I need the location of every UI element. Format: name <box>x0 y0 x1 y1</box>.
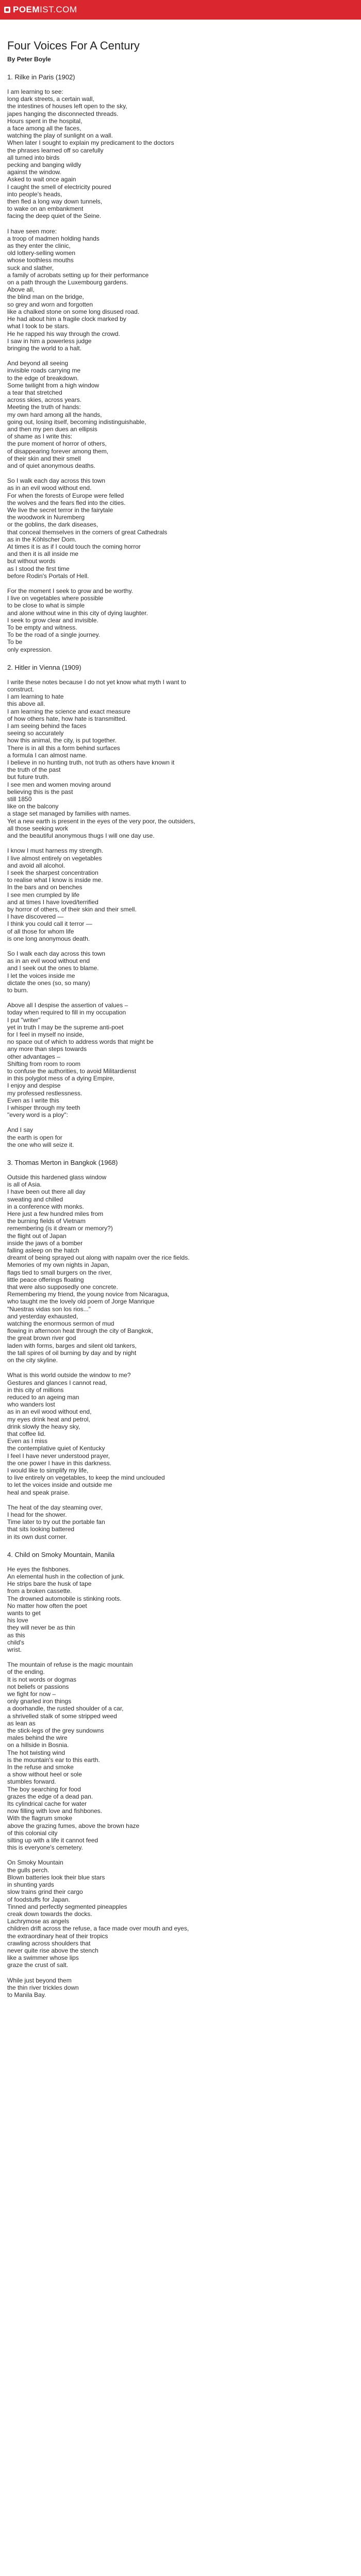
poem-line: drink slowly the heavy sky, <box>7 1422 80 1430</box>
poem-line: child's <box>7 1638 24 1646</box>
poem-line: I caught the smell of electricity poured <box>7 183 111 191</box>
poem-line: the one power I have in this darkness. <box>7 1459 112 1467</box>
poem-line: to burn. <box>7 986 28 994</box>
poem-line: I am learning to see: <box>7 88 63 95</box>
poem-line: I am learning to hate <box>7 693 64 701</box>
poem-line: a doorhandle, the rusted shoulder of a car, <box>7 1705 124 1713</box>
stanza <box>7 360 354 469</box>
stanza <box>7 950 354 994</box>
poem-line: above the grazing fumes, above the brown haze <box>7 1822 140 1829</box>
poem-line: Blown batteries look their blue stars <box>7 1873 105 1881</box>
poem-line: There is in all this a form behind surfaces <box>7 744 120 752</box>
poem-line: of foodstuffs for Japan. <box>7 1895 70 1903</box>
section-heading: 2. Hitler in Vienna (1909) <box>7 663 81 671</box>
poem-line: reduced to an ageing man <box>7 1393 79 1401</box>
poem-line: Outside this hardened glass window <box>7 1174 107 1181</box>
poem-line: Gestures and glances I cannot read, <box>7 1379 107 1386</box>
stanza <box>7 1977 354 1999</box>
poem-line: but future truth. <box>7 773 50 781</box>
poem-line: going out, losing itself, becoming indistinguishable, <box>7 418 146 426</box>
stanza <box>7 1661 354 1851</box>
poem-line: that conceal themselves in the corners of great Cathedrals <box>7 528 168 536</box>
poem-line: So I walk each day across this town <box>7 477 106 485</box>
poem-line: Yet a new earth is present in the eyes of the very poor, the outsiders, <box>7 817 195 825</box>
poem-line: to confuse the authorities, to avoid Militardienst <box>7 1067 137 1075</box>
poem-line: now filling with love and fishbones. <box>7 1807 103 1815</box>
logo-suffix: IST.COM <box>40 5 77 14</box>
stanza <box>7 1566 354 1653</box>
poem-line: the phrases learned off so carefully <box>7 146 104 154</box>
poem-line: the one who will seize it. <box>7 1141 74 1148</box>
poem-line: of their skin and their smell <box>7 454 81 462</box>
poem-line: the gulls perch. <box>7 1866 50 1874</box>
poem-line: that were also supposedly one concrete. <box>7 1283 118 1291</box>
poem-line: the contemplative quiet of Kentucky <box>7 1445 105 1452</box>
poem-line: And I say <box>7 1126 34 1134</box>
poem-line: An elemental hush in the collection of junk. <box>7 1572 125 1580</box>
site-header <box>0 0 361 20</box>
poem-line: a tear that stretched <box>7 388 62 396</box>
poem-line: The drowned automobile is stinking roots. <box>7 1595 122 1602</box>
poem-line: and then it is all inside me <box>7 550 79 558</box>
poem-line: how this animal, the city, is put together. <box>7 737 117 744</box>
poem-line: of how others hate, how hate is transmitted. <box>7 715 127 722</box>
poem-line: Even as I write this <box>7 1096 59 1104</box>
section-heading: 1. Rilke in Paris (1902) <box>7 73 75 81</box>
poem-line: suck and slather, <box>7 264 54 272</box>
poem-line: of all those for whom life <box>7 927 74 935</box>
poem-line: today when required to fill in my occupation <box>7 1009 126 1016</box>
section-heading: 4. Child on Smoky Mountain, Manila <box>7 1550 115 1558</box>
poem-line: the wolves and the fears fled into the cities. <box>7 499 126 506</box>
poem-line: The boy searching for food <box>7 1785 81 1793</box>
poem-line: a shrivelled stalk of some stripped weed <box>7 1712 117 1720</box>
poem-line: on the city skyline. <box>7 1357 58 1364</box>
poem-line: I see men crumpled by life <box>7 891 80 899</box>
poem-line: Here just a few hundred miles from <box>7 1210 104 1218</box>
poem-line: Asked to wait once again <box>7 176 76 183</box>
poem-line: I am seeing behind the faces <box>7 722 87 730</box>
poem-line: a family of acrobats setting up for their performance <box>7 271 149 279</box>
poem-line: that sits looking battered <box>7 1526 75 1533</box>
poem-line: into people's heads, <box>7 190 62 198</box>
site-logo[interactable] <box>4 5 77 15</box>
poem-line: wants to get <box>7 1609 41 1617</box>
poem-line: in shunting yards <box>7 1881 54 1889</box>
poem-line: I put "writer" <box>7 1016 41 1024</box>
poem-content <box>0 20 361 1998</box>
poem-line: japes hanging the disconnected threads. <box>7 110 119 117</box>
poem-body <box>7 73 354 1998</box>
poem-line: the tall spires of oil burning by day and by night <box>7 1349 137 1357</box>
poem-line: I know I must harness my strength. <box>7 847 104 855</box>
poem-line: and then my pen dues an ellipsis <box>7 425 97 433</box>
poem-line: Lachrymose as angels <box>7 1918 70 1925</box>
poem-line: falling asleep on the hatch <box>7 1247 79 1255</box>
poem-line: in a conference with monks. <box>7 1202 84 1210</box>
poem-line: as in the Köhlscher Dom. <box>7 535 77 543</box>
poem-line: I let the voices inside me <box>7 972 75 979</box>
poem-line: watching the enormous sermon of mud <box>7 1320 114 1328</box>
poem-line: from a broken cassette. <box>7 1587 72 1595</box>
poem-line: any more than steps towards <box>7 1045 87 1053</box>
poem-line: sweating and chilled <box>7 1195 63 1203</box>
poem-line: but without words <box>7 557 56 565</box>
poem-line: The hot twisting wind <box>7 1749 65 1756</box>
stanza <box>7 1002 354 1118</box>
poem-line: I would like to simplify my life, <box>7 1466 89 1474</box>
poem-line: as I stood the first time <box>7 565 70 572</box>
poem-line: not beliefs or passions <box>7 1683 69 1690</box>
poem-line: on a path through the Luxembourg gardens. <box>7 279 128 286</box>
poem-line: Hours spent in the hospital, <box>7 117 83 125</box>
poem-line: I believe in no hunting truth, not truth as others have known it <box>7 759 175 767</box>
stanza <box>7 228 354 352</box>
poem-line: this is everyone's cemetery. <box>7 1844 83 1852</box>
poem-line: in this city of millions <box>7 1386 64 1394</box>
poem-line: I live almost entirely on vegetables <box>7 854 102 862</box>
poem-line: only expression. <box>7 646 52 653</box>
poem-line: Above all I despise the assertion of values – <box>7 1002 128 1009</box>
poem-line: against the window. <box>7 168 61 176</box>
poem-line: only gnarled iron things <box>7 1698 72 1705</box>
poem-line: other advantages – <box>7 1053 60 1060</box>
poem-line: to the edge of breakdown. <box>7 374 79 382</box>
poem-line: to let the voices inside and outside me <box>7 1481 112 1489</box>
poem-line: I seek the sharpest concentration <box>7 869 99 876</box>
logo-prefix: POEM <box>13 5 40 14</box>
poem-line: as in an evil wood without end. <box>7 484 92 492</box>
poem-line: before Rodin's Portals of Hell. <box>7 572 89 580</box>
poem-line: When later I sought to explain my predicament to the doctors <box>7 139 174 147</box>
poem-line: no space out of which to address words that might be <box>7 1038 154 1046</box>
poem-line: by horror of others, of their skin and their smell. <box>7 905 137 913</box>
poem-line: as this <box>7 1631 25 1639</box>
poem-line: and I seek out the ones to blame. <box>7 964 99 972</box>
poem-line: And beyond all seeing <box>7 360 69 367</box>
poem-line: laden with forms, barges and silent old tankers, <box>7 1342 137 1349</box>
poem-line: across skies, across years. <box>7 396 82 404</box>
poem-line: He eyes the fishbones. <box>7 1565 71 1573</box>
poem-line: to be close to what is simple <box>7 602 85 609</box>
poem-line: long dark streets, a certain wall, <box>7 95 94 103</box>
poem-line: What is this world outside the window to me? <box>7 1371 131 1379</box>
poem-line: is the mountain's ear to this earth. <box>7 1756 100 1764</box>
poem-line: of disappearing forever among them, <box>7 447 109 455</box>
poem-line: The mountain of refuse is the magic mountain <box>7 1661 133 1669</box>
poem-line: who taught me the lovely old poem of Jorge Manrique <box>7 1298 155 1306</box>
poem-line: is all of Asia. <box>7 1181 42 1189</box>
section-heading: 3. Thomas Merton in Bangkok (1968) <box>7 1159 118 1167</box>
poem-line: heal and speak praise. <box>7 1488 70 1496</box>
poem-line: dictate the ones (so, so many) <box>7 979 90 987</box>
poem-line: in its own dust corner. <box>7 1533 68 1540</box>
poem-line: the great brown river god <box>7 1334 76 1342</box>
poem-line: To be the road of a single journey. <box>7 631 100 639</box>
poem-line: to Manila Bay. <box>7 1991 46 1998</box>
poem-line: my professed restlessness. <box>7 1089 83 1097</box>
poem-line: a show without heel or sole <box>7 1771 82 1778</box>
stanza <box>7 477 354 580</box>
poem-line: to live entirely on vegetables, to keep the mind unclouded <box>7 1474 165 1482</box>
poem-line: of shame as I write this: <box>7 433 73 440</box>
poem-line: I have been out there all day <box>7 1188 86 1196</box>
poem-line: for I feel in myself no inside, <box>7 1030 84 1038</box>
poem-line: old lottery-selling women <box>7 249 76 257</box>
poem-line: "Nuestras vidas son los rios..." <box>7 1305 91 1313</box>
stanza <box>7 1371 354 1496</box>
poem-line: inside the jaws of a bomber <box>7 1239 83 1247</box>
poem-line: crawling across shoulders that <box>7 1939 91 1947</box>
stanza <box>7 1174 354 1364</box>
poem-line: all turned into birds <box>7 154 60 161</box>
poem-line: I live on vegetables where possible <box>7 595 104 602</box>
poem-line: the stick-legs of the grey sundowns <box>7 1727 104 1735</box>
poem-line: I saw in him a powerless judge <box>7 337 92 345</box>
poem-line: of the ending. <box>7 1668 45 1676</box>
poem-line: and yesterday exhausted, <box>7 1312 78 1320</box>
poem-line: remembering (is it dream or memory?) <box>7 1225 113 1232</box>
poem-line: as they enter the clinic, <box>7 242 71 250</box>
poem-line: is one long anonymous death. <box>7 935 90 942</box>
poem-line: his love <box>7 1617 28 1624</box>
poem-line: of this colonial city <box>7 1829 58 1837</box>
poem-line: We live the secret terror in the fairytale <box>7 506 113 514</box>
stanza <box>7 679 354 839</box>
poem-line: and of quiet anonymous deaths. <box>7 462 95 469</box>
poem-line: the woodwork in Nuremberg <box>7 514 85 521</box>
stanza <box>7 1504 354 1540</box>
poem-line: I see men and women moving around <box>7 781 111 788</box>
poem-line: I have seen more: <box>7 227 57 235</box>
poem-line: For the moment I seek to grow and be worthy. <box>7 587 133 595</box>
poem-line: silting up with a life it cannot feed <box>7 1837 99 1844</box>
poem-line: wrist. <box>7 1646 22 1653</box>
poem-line: Tinned and perfectly segmented pineapples <box>7 1903 127 1910</box>
poem-line: For when the forests of Europe were felled <box>7 492 124 499</box>
poem-line: pecking and banging wildly <box>7 161 81 169</box>
author-name[interactable]: Peter Boyle <box>17 56 51 63</box>
poem-line: In the refuse and smoke <box>7 1764 74 1771</box>
poem-line: watching the play of sunlight on a wall. <box>7 132 113 140</box>
poem-line: the earth is open for <box>7 1133 62 1141</box>
poem-line: flags tied to small burgers on the river, <box>7 1268 112 1276</box>
poem-line: as in an evil wood without end <box>7 957 90 965</box>
poem-line: like a swimmer whose lips <box>7 1954 79 1962</box>
poem-line: "every word is a ploy": <box>7 1111 68 1119</box>
poem-line: I am learning the science and exact measure <box>7 707 130 715</box>
stanza <box>7 88 354 220</box>
stanza <box>7 847 354 942</box>
stanza <box>7 1859 354 1969</box>
poem-line: Remembering my friend, the young novice from Nicaragua, <box>7 1291 170 1298</box>
poem-line: Meeting the truth of hands: <box>7 403 81 411</box>
logo-icon <box>4 7 10 13</box>
poem-line: like on the balcony <box>7 803 59 810</box>
poem-line: my own hard among all the hands, <box>7 411 102 418</box>
poem-line: construct. <box>7 686 35 693</box>
poem-line: He strips bare the husk of tape <box>7 1580 92 1588</box>
poem-title: Four Voices For A Century <box>7 39 140 52</box>
poem-line: as lean as <box>7 1719 36 1727</box>
poem-line: who wanders lost <box>7 1401 55 1409</box>
poem-line: the intestines of houses left open to the sky, <box>7 103 127 110</box>
poem-line: so grey and worn and forgotten <box>7 300 93 308</box>
poem-line: males behind the wire <box>7 1734 68 1742</box>
poem-line: I write these notes because I do not yet know what myth I want to <box>7 678 186 686</box>
poem-line: children drift across the refuse, a face made over mouth and eyes, <box>7 1925 189 1933</box>
poem-line: to wake on an embankment <box>7 205 84 213</box>
poem-line: what I took to be stars. <box>7 323 70 330</box>
poem-line: we fight for now – <box>7 1690 56 1698</box>
poem-line: the flight out of Japan <box>7 1232 67 1240</box>
poem-line: Some twilight from a high window <box>7 381 100 389</box>
stanza <box>7 1126 354 1148</box>
poem-line: He had about him a fragile clock marked by <box>7 315 126 323</box>
poem-line: on a hillside in Bosnia. <box>7 1741 69 1749</box>
poem-line: It is not words or dogmas <box>7 1675 77 1683</box>
poem-line: the burning fields of Vietnam <box>7 1217 86 1225</box>
poem-line: a formula I can almost name. <box>7 751 87 759</box>
poem-line: grazes the edge of a dead pan. <box>7 1792 93 1800</box>
poem-line: or the goblins, the dark diseases, <box>7 521 99 529</box>
poem-line: At times it is as if I could touch the coming horror <box>7 543 141 550</box>
stanza <box>7 587 354 653</box>
poem-line: I have discovered — <box>7 913 64 921</box>
poem-line: To be empty and witness. <box>7 624 77 632</box>
poem-line: in this polyglot mess of a dying Empire, <box>7 1075 115 1082</box>
poem-line: they will never be as thin <box>7 1624 75 1632</box>
poem-line: I think you could call it terror — <box>7 920 92 928</box>
poem-line: a face among all the faces, <box>7 125 81 132</box>
poem-line: then fled a long way down tunnels, <box>7 198 103 206</box>
poem-line: the blind man on the bridge, <box>7 293 84 301</box>
poem-line: bringing the world to a halt. <box>7 344 82 352</box>
poem-line: creak down towards the docks. <box>7 1910 92 1918</box>
poem-line: that coffee lid. <box>7 1430 46 1437</box>
poem-line: and avoid all alcohol. <box>7 861 65 869</box>
poem-line: facing the deep quiet of the Seine. <box>7 212 102 220</box>
poem-line: graze the crust of salt. <box>7 1961 69 1969</box>
poem-line: the pure moment of horror of others, <box>7 440 107 448</box>
poem-line: and at times I have loved/terrified <box>7 898 99 906</box>
poem-line: I seek to grow clear and invisible. <box>7 616 99 624</box>
poem-line: invisible roads carrying me <box>7 367 81 375</box>
poem-line: little peace offerings floating <box>7 1276 84 1283</box>
poem-line: While just beyond them <box>7 1976 72 1984</box>
poem-line: The heat of the day steaming over, <box>7 1503 103 1511</box>
poem-line: On Smoky Mountain <box>7 1859 63 1867</box>
poem-line: a stage set managed by families with names. <box>7 810 131 818</box>
poem-author <box>7 56 354 63</box>
poem-line: still 1850 <box>7 795 32 803</box>
poem-line: my eyes drink heat and petrol, <box>7 1415 90 1423</box>
poem-line: I feel I have never understood prayer, <box>7 1452 110 1460</box>
poem-line: slow trains grind their cargo <box>7 1888 83 1896</box>
poem-line: In the bars and on benches <box>7 884 83 891</box>
poem-line: I head for the shower. <box>7 1511 67 1518</box>
poem-line: this above all. <box>7 700 45 708</box>
poem-line: yet in truth I may be the supreme anti-poet <box>7 1023 124 1031</box>
poem-line: never quite rise above the stench <box>7 1946 99 1954</box>
poem-line: Above all, <box>7 286 35 294</box>
author-by-label: By <box>7 56 15 63</box>
poem-line: To be <box>7 638 23 646</box>
poem-line: Time later to try out the portable fan <box>7 1518 105 1526</box>
poem-line: whose toothless mouths <box>7 257 74 264</box>
poem-line: Memories of my own nights in Japan, <box>7 1261 110 1269</box>
poem-line: believing this is the past <box>7 788 73 795</box>
poem-line: to realise what I know is inside me. <box>7 876 103 884</box>
poem-line: So I walk each day across this town <box>7 950 106 957</box>
poem-line: like a chalked stone on some long disused road. <box>7 308 140 315</box>
poem-line: stumbles forward. <box>7 1778 56 1786</box>
poem-line: as in an evil wood without end, <box>7 1408 92 1416</box>
poem-line: and the beautiful anonymous thugs I will one day use. <box>7 832 155 840</box>
poem-line: dreamt of being sprayed out along with napalm over the rice fields. <box>7 1254 190 1262</box>
poem-line: the thin river trickles down <box>7 1984 79 1991</box>
poem-line: flowing in afternoon heat through the city of Bangkok, <box>7 1327 153 1335</box>
poem-line: Shifting from room to room <box>7 1060 81 1067</box>
poem-line: a troop of madmen holding hands <box>7 234 100 242</box>
poem-line: the extraordinary heat of their tropics <box>7 1932 108 1940</box>
poem-line: He he rapped his way through the crowd. <box>7 330 120 337</box>
poem-line: I whisper through my teeth <box>7 1104 80 1111</box>
poem-line: With the flagrum smoke <box>7 1815 73 1822</box>
poem-line: all those seeking work <box>7 824 69 832</box>
poem-line: I enjoy and despise <box>7 1082 61 1090</box>
poem-line: the truth of the past <box>7 766 61 774</box>
poem-line: Its cylindrical cache for water <box>7 1800 87 1808</box>
poem-line: Even as I miss <box>7 1437 48 1445</box>
poem-line: and alone without wine in this city of dying laughter. <box>7 609 148 617</box>
poem-line: seeing so accurately <box>7 730 64 737</box>
poem-line: No matter how often the poet <box>7 1602 87 1609</box>
